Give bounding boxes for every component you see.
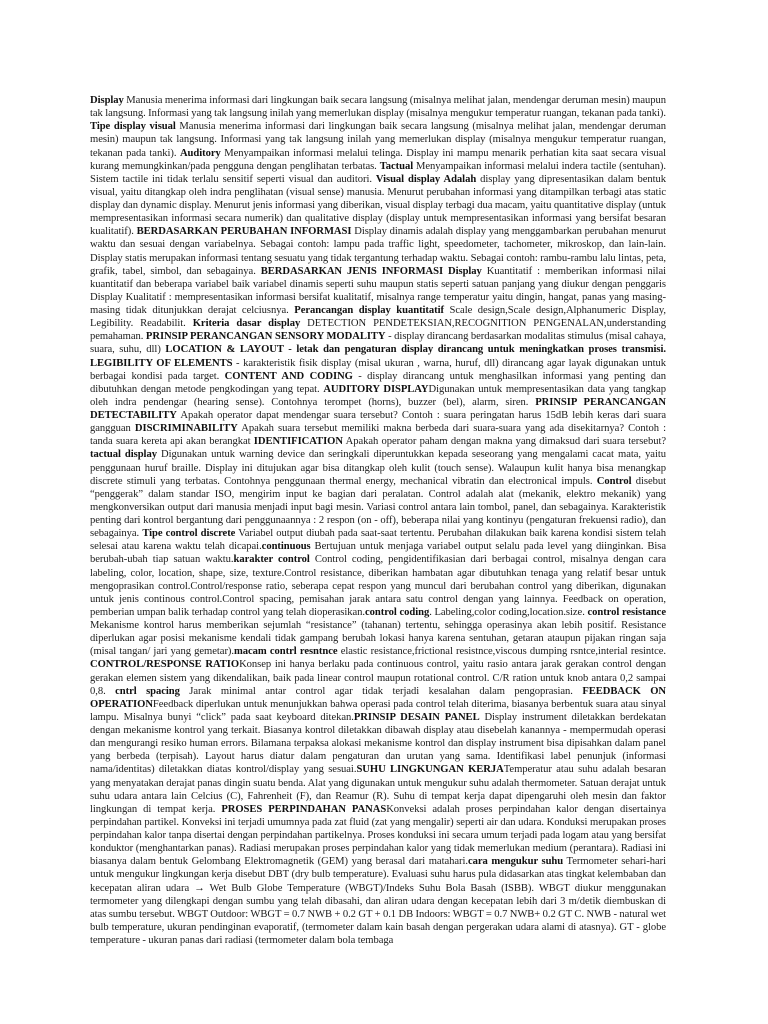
heading-term: Kriteria dasar display bbox=[192, 318, 301, 330]
body-text: - display dirancang berdasarkan modalitas stimulus (misal cahaya, suara, suhu, dll) bbox=[90, 331, 666, 356]
body-text: Bertujuan untuk menjaga variabel output selalu pada level yang diinginkan. Bisa berubah-ubah tiap satuan waktu. bbox=[90, 541, 666, 566]
heading-term: BERDASARKAN PERUBAHAN INFORMASI bbox=[136, 226, 352, 238]
body-text: Variabel output diubah pada saat-saat tertentu. Perubahan dilakukan baik karena kondisi sistem telah selesai atau karena waktu telah dicapai. bbox=[90, 528, 667, 553]
heading-term: LOCATION & LAYOUT - letak dan pengaturan display dirancang untuk meningkatkan proses transmisi. LEGIBILITY OF ELEMENTS bbox=[90, 344, 666, 369]
body-text: . Labeling,color coding,location.size. bbox=[429, 606, 588, 618]
heading-term: macam contrl resntnce bbox=[234, 646, 338, 658]
heading-term: control resistance bbox=[587, 606, 666, 618]
body-text: - display dirancang untuk menghasilkan informasi yang penting dan dibutuhkan dengan metode pengkodingan yang tepat. bbox=[90, 370, 666, 395]
heading-term: CONTENT AND CODING bbox=[224, 370, 353, 382]
heading-term: IDENTIFICATION bbox=[253, 436, 343, 448]
heading-term: tactual display bbox=[90, 449, 157, 461]
heading-term: BERDASARKAN JENIS INFORMASI Display bbox=[260, 265, 482, 277]
body-text: Termometer sehari-hari untuk mengukur lingkungan kerja disebut DBT (dry bulb temperature). Evaluasi suhu harus pula didasarkan atas tingkat kelembaban dan kecepatan aliran udara → Wet Bulb Globe Temperature (WBGT)/Indeks Suhu Bola Basah (ISBB). WBGT diukur menggunakan termometer yang dilengkapi dengan sumbu yang telah dibasahi, dan aliran udara dengan kecepatan lebih dari 3 m/detik diembuskan di atas sumbu tersebut. WBGT Outdoor: WBGT = 0.7 NWB + 0.2 GT + 0.1 DB Indoors: WBGT = 0.7 NWB+ 0.2 GT C. NWB - natural wet bulb temperature, ukuran pendinginan evaporatif, (termometer dalam kain basah dengan pergerakan udara alami di atasnya). GT - globe temperature - ukuran panas dari radiasi (termometer dalam bola tembaga bbox=[90, 856, 666, 946]
document-body bbox=[90, 94, 666, 947]
body-text: Jarak minimal antar control agar tidak terjadi kesalahan dalam pengoprasian. bbox=[179, 685, 583, 697]
heading-term: Display bbox=[90, 95, 124, 106]
heading-term: control coding bbox=[364, 606, 430, 618]
heading-term: PRINSIP DESAIN PANEL bbox=[353, 711, 480, 723]
body-text: disebut “penggerak” dalam standar ISO, mengirim input ke bagian dari peralatan. Control adalah alat (mekanik, elektro mekanik) yang mengkonversikan output dari manusia menjadi input bagi mesin. Variasi control antara lain tombol, panel, dan sebagainya. Karakteristik penting dari kontrol bergantung dari penggunaannya : 2 respon (on - off), beberapa nilai yang kontinyu (pengaturan frekuensi radio), dan sebagainya. bbox=[90, 475, 666, 540]
heading-term: Auditory bbox=[179, 147, 221, 159]
body-text: Feedback diperlukan untuk menunjukkan bahwa operasi pada control telah diterima, biasanya berbentuk suara atau sinyal lampu. Misalnya bunyi “click” pada saat keyboard ditekan. bbox=[90, 698, 666, 723]
body-text: Display instrument diletakkan berdekatan dengan mekanisme kontrol yang terkait. Biasanya kontrol diletakkan dibawah display atau disebelah kanannya - mempermudah operasi dan mengurangi resiko human errors. Bilamana terpaksa alokasi mekanisme kontrol dan display instrument bisa dipisahkan dalam panel yang berbeda (terpisah). Layout harus diatur dalam pengaturan dan urutan yang sama. Identifikasi label penunjuk (informasi nama/identitas) diletakkan diatas kontrol/display yang sesuai. bbox=[90, 711, 666, 776]
body-text: Display dinamis adalah display yang menggambarkan perubahan menurut waktu dan sesuai dengan variabelnya. Sebagai contoh: lampu pada traffic light, speedometer, tachometer, mikroskop, dan lain-lain. Display statis merupakan informasi tentang sesuatu yang tidak tergantung terhadap waktu. Sebagai contoh: rambu-rambu lalu lintas, peta, grafik, tabel, simbol, dan sebagainya. bbox=[90, 226, 667, 277]
body-text: Control coding, pengidentifikasian dari berbagai control, misalnya dengan cara labeling, color, location, shape, size, texture.Control resistance, diberikan hambatan agar dibutuhkan tenaga yang relatif besar untuk mengoprasikan control.Control/response ratio, seberapa cepat respon yang muncul dari berubahan control yang diberikan, digunakan untuk jenis continous control.Control spacing, pemisahan jarak antara satu control dengan yang lainnya. Feedback on operation, pemberian umpan balik terhadap control yang telah dioperasikan. bbox=[90, 554, 666, 618]
heading-term: CONTROL/RESPONSE RATIO bbox=[90, 659, 240, 671]
heading-term: Visual display Adalah bbox=[375, 173, 477, 185]
heading-term: SUHU LINGKUNGAN KERJA bbox=[356, 764, 504, 776]
body-text: Apakah operator dapat mendengar suara tersebut? Contoh : suara peringatan harus 15dB lebih keras dari suara gangguan bbox=[90, 410, 666, 435]
heading-term: continuous bbox=[261, 541, 311, 553]
heading-term: PRINSIP PERANCANGAN SENSORY MODALITY bbox=[145, 331, 386, 343]
body-text: display yang dipresentasikan dalam bentuk visual, yaitu ditangkap oleh indra penglihatan (visual sense) manusia. Menurut perubahan informasi yang ditampilkan terbagi atas static display dan dynamic display. Menurut jenis informasi yang diberikan, visual display terbagi dua macam, yaitu quantitative display (untuk mempresentasikan informasi secara numerik) dan qualitative display (display untuk mempresentasikan informasi yang bersifat besaran kualitatif). bbox=[90, 173, 667, 238]
body-text: DETECTION PENDETEKSIAN,RECOGNITION PENGENALAN,understanding pemahaman. bbox=[90, 318, 666, 343]
heading-term: PRINSIP PERANCANGAN DETECTABILITY bbox=[90, 396, 666, 421]
heading-term: FEEDBACK ON OPERATION bbox=[90, 685, 667, 710]
body-text: Konsep ini hanya berlaku pada continuous control, yaitu rasio antara jarak gerakan control dengan gerakan elemen sistem yang dikendalikan, baik pada linear control maupun rotational control. C/R ration untuk knob antara 0,2 sampai 0,8. bbox=[90, 659, 666, 697]
heading-term: DISCRIMINABILITY bbox=[134, 423, 238, 435]
body-text: Mekanisme kontrol harus memberikan sejumlah “resistance” (tahanan) tertentu, sehingga operasinya akan lebih positif. Resistance diperlukan agar posisi mekanisme kendali tidak gampang berubah lokasi hanya karena sentuhan, getaran ataupun pijakan ringan saja (misal tangan/ jari yang gemetar). bbox=[90, 620, 666, 658]
heading-term: cara mengukur suhu bbox=[468, 856, 564, 868]
body-text: - karakteristik fisik display (misal ukuran , warna, huruf, dll) dirancang agar layak digunakan untuk berbagai kondisi pada target. bbox=[90, 357, 666, 382]
body-text: Manusia menerima informasi dari lingkungan baik secara langsung (misalnya melihat jalan, mendengar deruman mesin) maupun tak langsung. Informasi yang tak langsung inilah yang memerlukan display (misalnya mengukur temperatur ruangan, tekanan pada tanki). bbox=[90, 95, 666, 120]
body-text: Kuantitatif : memberikan informasi nilai kuantitatif dan beberapa variabel baik variabel dinamis seperti suhu maupun statis seperti satuan panjang yang diukur dengan penggaris Display Kualitatif : mempresentasikan informasi bersifat kualitatif, misalnya range temperatur yaitu dingin, hangat, panas yang masing-masing tidak ditunjukkan derajat celciusnya. bbox=[90, 265, 666, 316]
body-text: Digunakan untuk mempresentasikan data yang tangkap oleh indra pendengar (hearing sense). Contohnya terompet (horns), buzzer (bel), alarm, siren. bbox=[90, 383, 667, 408]
heading-term: Control bbox=[596, 475, 632, 487]
body-text: Scale design,Scale design,Alphanumeric Display, Legibility. Readabilit. bbox=[90, 305, 666, 330]
heading-term: Perancangan display kuantitatif bbox=[294, 305, 445, 316]
body-text: Konveksi adalah proses perpindahan kalor dengan disertainya perpindahan partikel. Konveksi ini terjadi umumnya pada zat fluid (zat yang mengalir) seperti air dan udara. Konduksi merupakan proses perpindahan kalor tanpa disertai dengan perpindahan partikelnya. Proses konduksi ini secara umum terjadi pada logam atau yang bersifat konduktor (menghantarkan panas). Radiasi merupakan proses perpindahan kalor yang tidak memerlukan medium (perantara). Radiasi ini biasanya dalam bentuk Gelombang Elektromagnetik (GEM) yang berasal dari matahari. bbox=[90, 803, 666, 868]
heading-term: PROSES PERPINDAHAN PANAS bbox=[221, 803, 387, 815]
heading-term: cntrl spacing bbox=[115, 685, 180, 697]
heading-term: Tipe display visual bbox=[90, 121, 176, 133]
heading-term: Tactual bbox=[379, 160, 414, 172]
body-text: Menyampaikan informasi melalui indera tactile (sentuhan). Sistem tactile ini tidak terlalu sensitif seperti visual dan auditori. bbox=[90, 160, 666, 185]
body-text: Digunakan untuk warning device dan seringkali diperuntukkan kepada seseorang yang mengalami cacat mata, yaitu penggunaan huruf braille. Display ini ditujukan agar bisa ditangkap oleh kulit (touch sense). Walaupun kulit hanya bisa menangkap discrete stimuli yang terbatas. Contohnya penggunaan thermal energy, mechanical vibratin dan electronical impuls. bbox=[90, 449, 666, 487]
heading-term: karakter control bbox=[233, 554, 310, 566]
body-text: Manusia menerima informasi dari lingkungan baik secara langsung (misalnya melihat jalan, mendengar deruman mesin) maupun tak langsung. Informasi yang tak langsung inilah yang memerlukan display (misalnya mengukur temperatur ruangan, tekanan pada tanki). bbox=[90, 121, 666, 159]
body-text: Apakah operator paham dengan makna yang dimaksud dari suara tersebut? bbox=[342, 436, 666, 448]
body-text: Temperatur atau suhu adalah besaran yang menyatakan derajat panas dingin suatu benda. Alat yang digunakan untuk mengukur suhu adalah thermometer. Satuan derajat untuk suhu udara antara lain Celcius (C), Fahrenheit (F), dan Reamur (R). Suhu di tempat kerja dapat dipengaruhi oleh mesin dan faktor lingkungan di tempat kerja. bbox=[90, 764, 666, 815]
heading-term: AUDITORY DISPLAY bbox=[323, 383, 429, 395]
heading-term: Tipe control discrete bbox=[142, 528, 236, 540]
body-text: Menyampaikan informasi melalui telinga. Display ini mampu menarik perhatian kita saat secara visual kurang memungkinkan/pada pengguna dengan penglihatan terbatas. bbox=[90, 147, 667, 172]
body-text: elastic resistance,frictional resistnce,viscous dumping rsntce,interial resintce. bbox=[337, 646, 666, 658]
body-text: Apakah suara tersebut memiliki makna berbeda dari suara-suara yang ada disekitarnya? Contoh : tanda suara kereta api akan berangkat bbox=[90, 423, 666, 448]
